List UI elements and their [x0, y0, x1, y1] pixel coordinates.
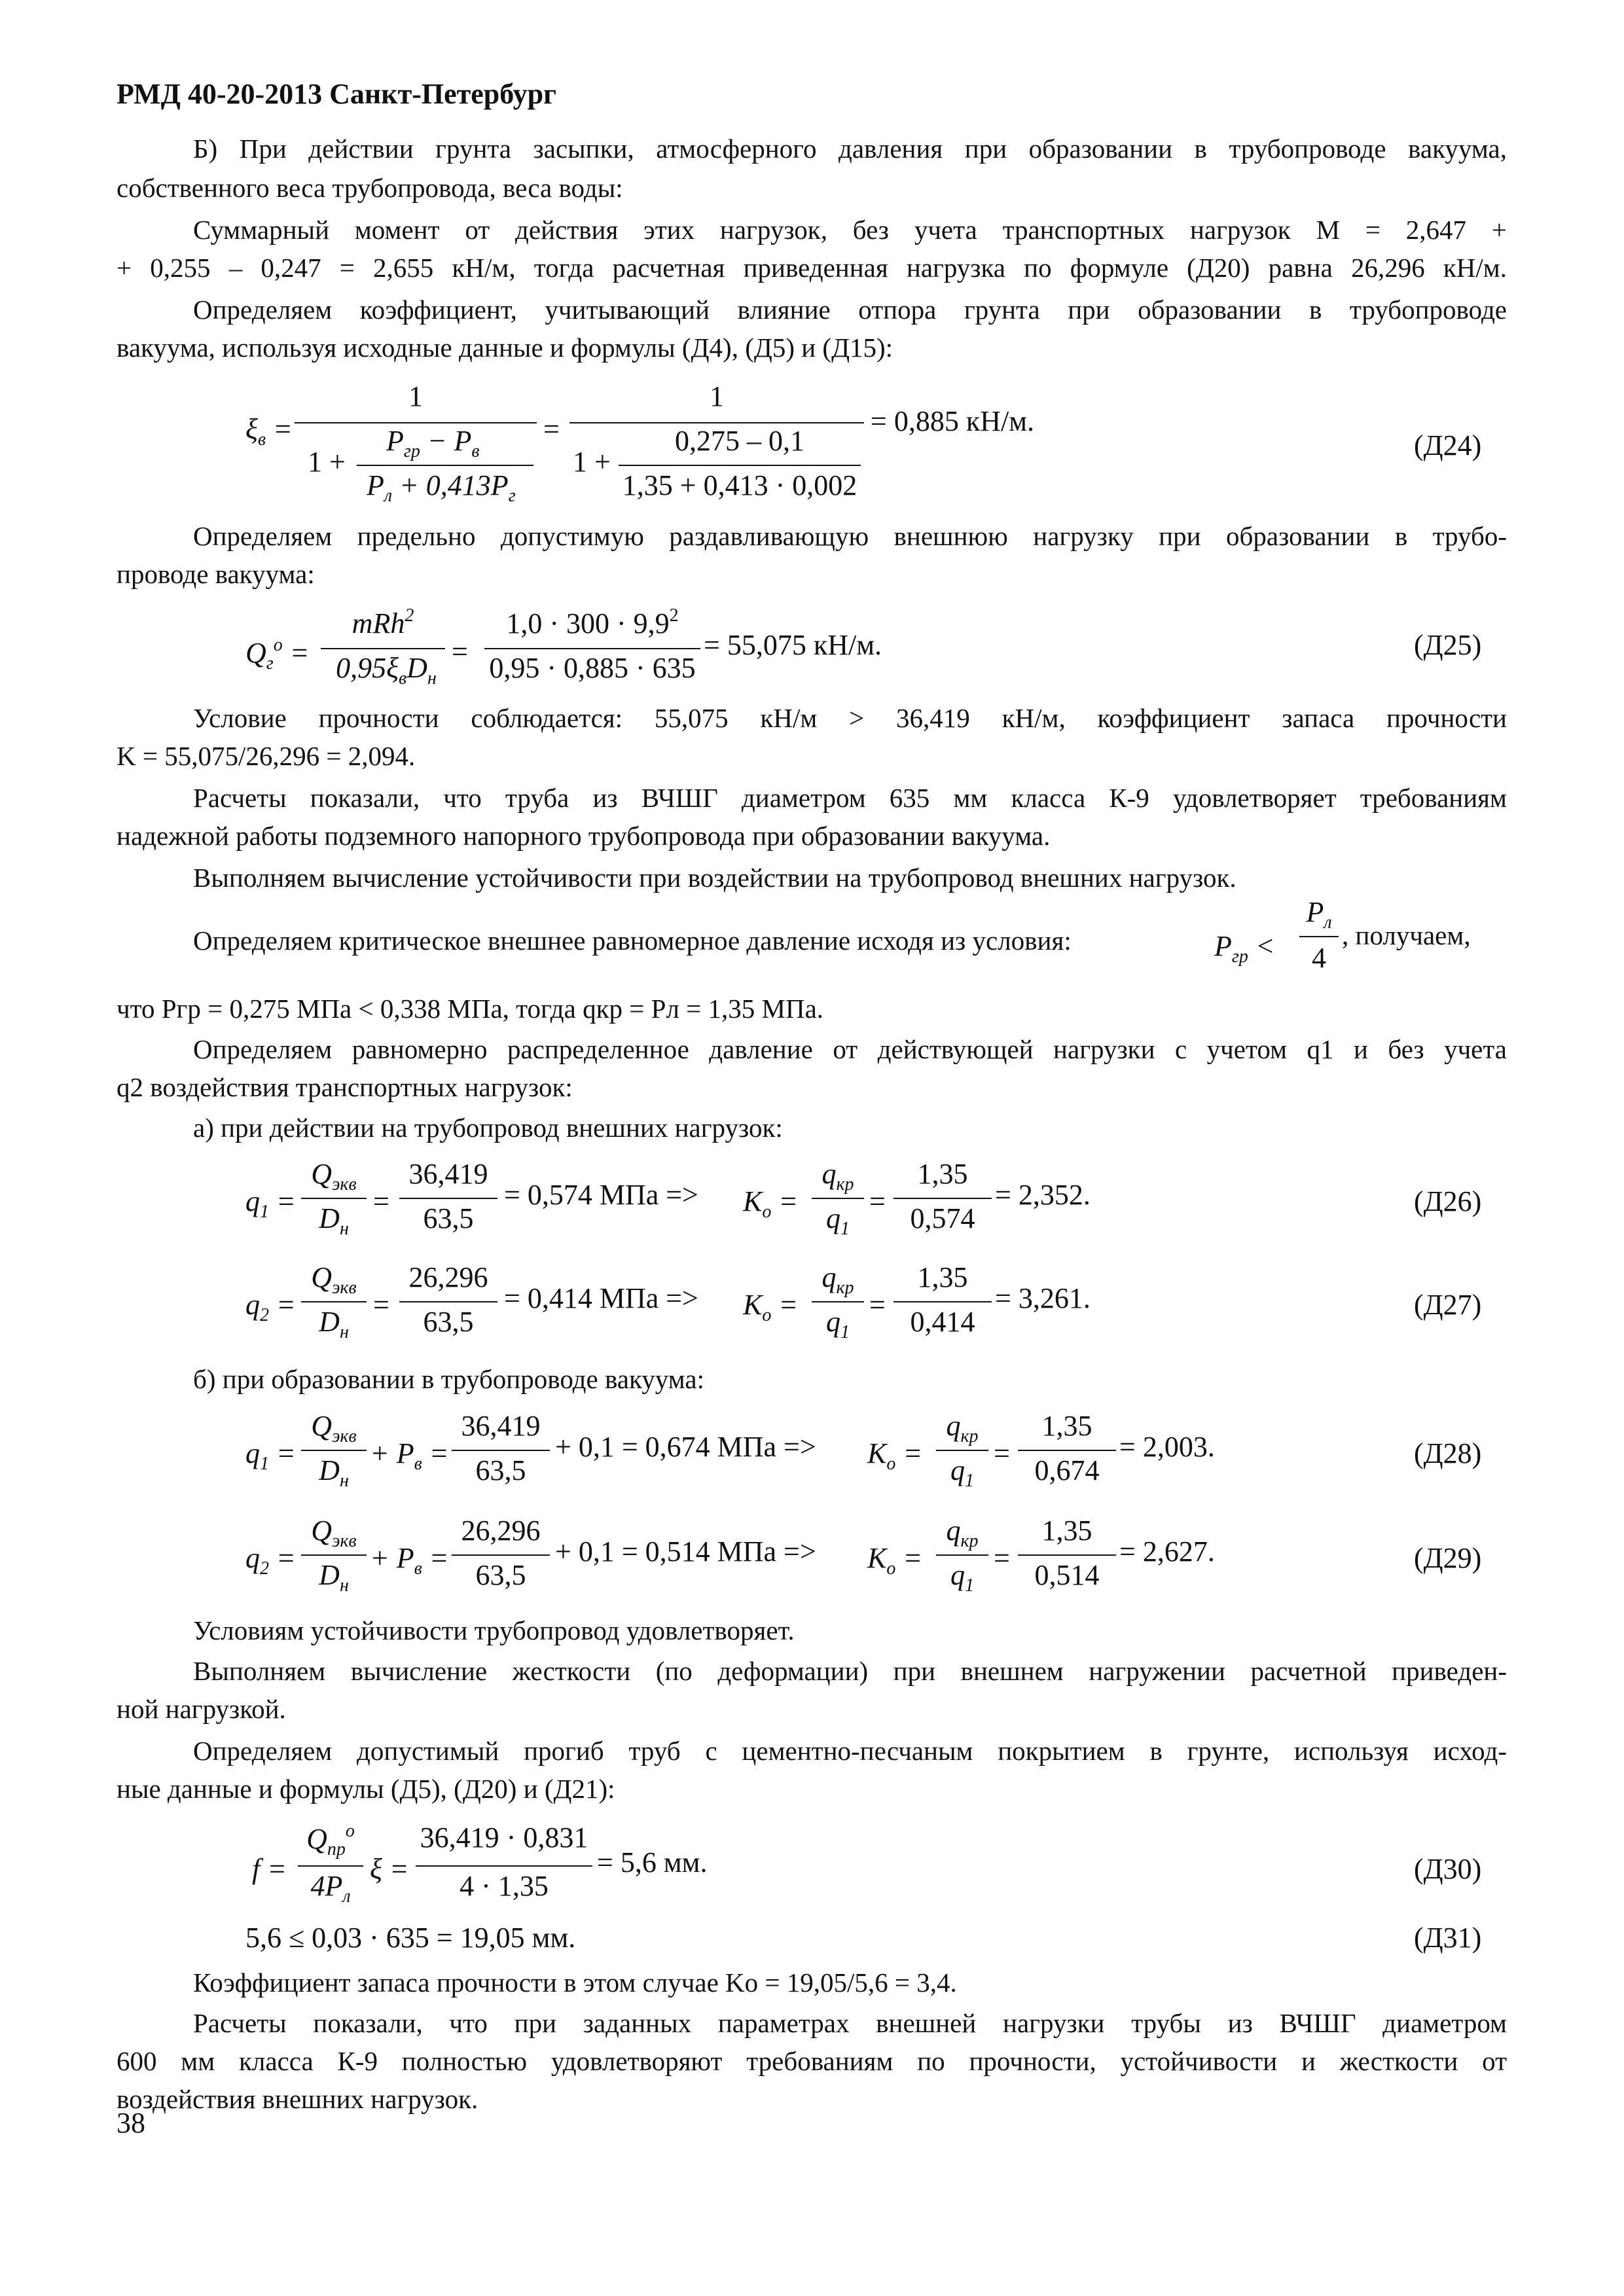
- paragraph-line: Расчеты показали, что при заданных параметрах внешней нагрузки трубы из ВЧШГ диаметром: [193, 2008, 1507, 2038]
- paragraph-line: ной нагрузкой.: [117, 1694, 286, 1724]
- paragraph-line: Условиям устойчивости трубопровод удовлетворяет.: [193, 1615, 795, 1645]
- paragraph-line: + 0,255 – 0,247 = 2,655 кН/м, тогда расчетная приведенная нагрузка по формуле (Д20) равна 26,296 кН/м.: [117, 253, 1507, 283]
- paragraph-line: 600 мм класса К-9 полностью удовлетворяют требованиям по прочности, устойчивости и жесткости от: [117, 2046, 1507, 2076]
- document-page: РМД 40-20-2013 Санкт-Петербург Б) При действии грунта засыпки, атмосферного давления при образовании в трубопроводе вакуума, собственного веса трубопровода, веса воды: Суммарный момент от действия этих нагрузок, без учета транспортных нагрузок M = 2,647 + + 0,255 – 0,247 = 2,655 кН/м, тогда расчетная приведенная нагрузка по формуле (Д20) равна 26,296 кН/м. Определяем коэффициент, учитывающий влияние отпора грунта при образовании в трубопроводе вакуума, используя исходные данные и формулы (Д4), (Д5) и (Д15): $\xi_в$ = 1 1 + $P_{гр} - P_в$ $P_л + 0,413P_г$ = 1 1 + 0,275 – 0,1 1,35 + 0,413 · 0,002 = 0,885 кН/м. (Д24) Определяем предельно допустимую раздавливающую внешнюю нагрузку при образовании в трубо- проводе вакуума: $Q_г^o$ = mRh$^2$ $0,95\xi_вD_н$ = $1,0 \cdot 300 \cdot 9,9^2$ 0,95 · 0,885 · 635 = 55,075 кН/м. (Д25) Условие прочности соблюдается: 55,075 кН/м > 36,419 кН/м, коэффициент запаса прочности K = 55,075/26,296 = 2,094. Расчеты показали, что труба из ВЧШГ диаметром 635 мм класса К-9 удовлетворяет требованиям надежной работы подземного напорного трубопровода при образовании вакуума. Выполняем вычисление устойчивости при воздействии на трубопровод внешних нагрузок. Определяем критическое внешнее равномерное давление исходя из условия: $P_{гр}$ < $P_л$ 4 , получаем, что Pгр = 0,275 МПа < 0,338 МПа, тогда qкр = Pл = 1,35 МПа. Определяем равномерно распределенное давление от действующей нагрузки с учетом q1 и без учета q2 воздействия транспортных нагрузок: а) при действии на трубопровод внешних нагрузок: $q_1$ = $Q_{экв}$ $D_н$ = 36,419 63,5 = 0,574 МПа => $K_o$ = $q_{кр}$ $q_1$ = 1,35 0,574 = 2,352. (Д26) $q_2$ = $Q_{экв}$ $D_н$ = 26,296 63,5 = 0,414 МПа => $K_o$ = $q_{кр}$ $q_1$ = 1,35 0,414 = 3,261. (Д27) б) при образовании в трубопроводе вакуума: $q_1$ = $Q_{экв}$ $D_н$ + $P_в$ = 36,419 63,5 + 0,1 = 0,674 МПа => $K_o$ = $q_{кр}$ $q_1$ = 1,35 0,674 = 2,003. (Д28) $q_2$ = $Q_{экв}$ $D_н$ + $P_в$ = 26,296 63,5 + 0,1 = 0,514 МПа => $K_o$ = $q_{кр}$ $q_1$ = 1,35 0,514 = 2,627. (Д29) Условиям устойчивости трубопровод удовлетворяет. Выполняем вычисление жесткости (по деформации) при внешнем нагружении расчетной приведен- ной нагрузкой. Определяем допустимый прогиб труб с цементно-песчаным покрытием в грунте, используя исход- ные данные и формулы (Д5), (Д20) и (Д21): f = $Q_{пр}^o$ $4P_л$ ξ = 36,419 · 0,831 4 · 1,35 = 5,6 мм. (Д30) 5,6 ≤ 0,03 · 635 = 19,05 мм. (Д31) Коэффициент запаса прочности в этом случае Ko = 19,05/5,6 = 3,4. Расчеты показали, что при заданных параметрах внешней нагрузки трубы из ВЧШГ диаметром 600 мм класса К-9 полностью удовлетворяют требованиям по прочности, устойчивости и жесткости от воздействия внешних нагрузок. 38: [117, 78, 1507, 2139]
- paragraph-line: q2 воздействия транспортных нагрузок:: [117, 1072, 573, 1102]
- paragraph-line: Выполняем вычисление устойчивости при воздействии на трубопровод внешних нагрузок.: [193, 863, 1236, 893]
- paragraph-line: вакуума, используя исходные данные и формулы (Д4), (Д5) и (Д15):: [117, 332, 893, 363]
- paragraph-line: K = 55,075/26,296 = 2,094.: [117, 741, 416, 771]
- paragraph-line: Определяем предельно допустимую раздавливающую внешнюю нагрузку при образовании в трубо-: [193, 521, 1507, 551]
- page-number: 38: [117, 2107, 145, 2139]
- paragraph-line: Условие прочности соблюдается: 55,075 кН/м > 36,419 кН/м, коэффициент запаса прочности: [193, 703, 1507, 733]
- paragraph-line: Коэффициент запаса прочности в этом случае Ko = 19,05/5,6 = 3,4.: [193, 1967, 957, 1998]
- paragraph-line: проводе вакуума:: [117, 559, 315, 589]
- paragraph-line: Определяем коэффициент, учитывающий влияние отпора грунта при образовании в трубопроводе: [193, 295, 1507, 325]
- paragraph-line: воздействия внешних нагрузок.: [117, 2084, 478, 2114]
- paragraph-line: Суммарный момент от действия этих нагрузок, без учета транспортных нагрузок M = 2,647 +: [193, 215, 1507, 245]
- paragraph-line: Определяем равномерно распределенное давление от действующей нагрузки с учетом q1 и без учета: [193, 1034, 1507, 1064]
- paragraph-line: Расчеты показали, что труба из ВЧШГ диаметром 635 мм класса К-9 удовлетворяет требованиям: [193, 783, 1507, 813]
- paragraph-line: ные данные и формулы (Д5), (Д20) и (Д21):: [117, 1774, 615, 1804]
- paragraph-line: Определяем допустимый прогиб труб с цементно-песчаным покрытием в грунте, используя исход-: [193, 1736, 1507, 1766]
- paragraph-line: надежной работы подземного напорного трубопровода при образовании вакуума.: [117, 821, 1051, 851]
- paragraph-line: б) при образовании в трубопроводе вакуума:: [193, 1364, 705, 1394]
- paragraph-line: а) при действии на трубопровод внешних нагрузок:: [193, 1113, 783, 1143]
- paragraph-line: что Pгр = 0,275 МПа < 0,338 МПа, тогда qкр = Pл = 1,35 МПа.: [117, 994, 824, 1024]
- paragraph-line: Б) При действии грунта засыпки, атмосферного давления при образовании в трубопроводе вакуума,: [193, 134, 1507, 164]
- document-header: РМД 40-20-2013 Санкт-Петербург: [117, 78, 557, 110]
- paragraph-line: Выполняем вычисление жесткости (по деформации) при внешнем нагружении расчетной приведен-: [193, 1656, 1507, 1686]
- paragraph-line: собственного веса трубопровода, веса воды:: [117, 173, 623, 203]
